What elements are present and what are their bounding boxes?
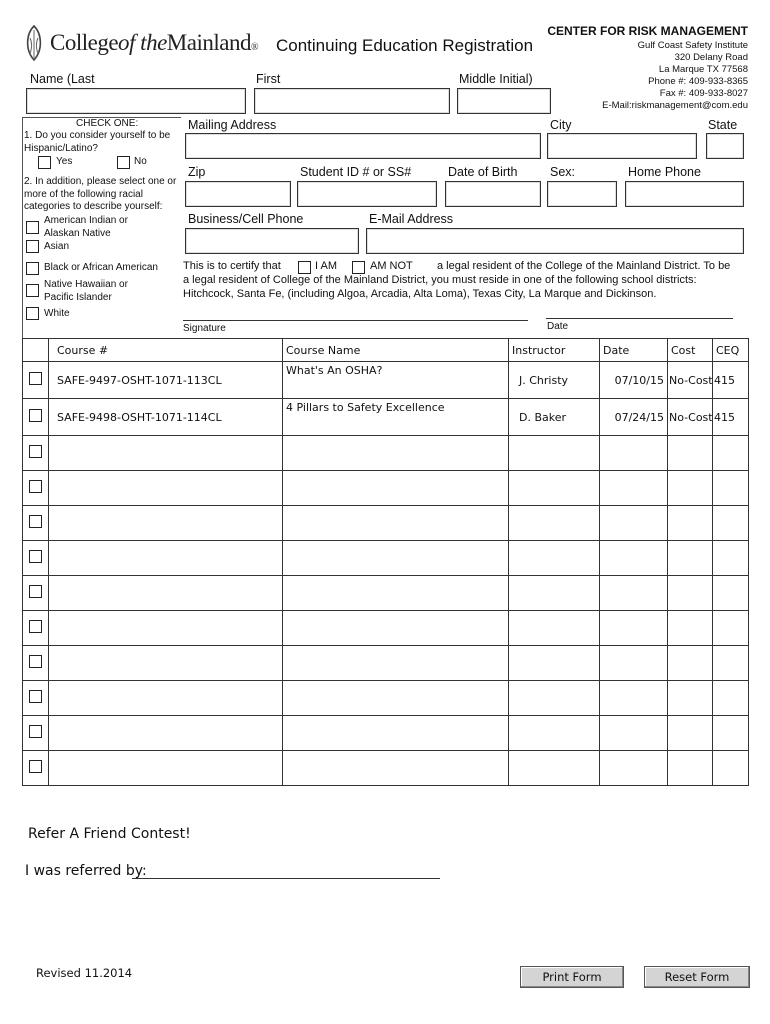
- table-row[interactable]: [23, 362, 749, 399]
- table-row[interactable]: [23, 506, 749, 541]
- ceq-cell[interactable]: [713, 471, 749, 506]
- row-checkbox[interactable]: [29, 409, 42, 422]
- i-am-checkbox[interactable]: [298, 261, 311, 274]
- date-label: Date: [547, 321, 569, 332]
- row-checkbox[interactable]: [29, 760, 42, 773]
- hispanic-no-checkbox[interactable]: [117, 156, 130, 169]
- refer-friend-heading: Refer A Friend Contest!: [28, 826, 191, 842]
- date-cell: 07/10/15: [600, 362, 668, 399]
- check-one-heading: CHECK ONE:: [76, 118, 139, 129]
- instructor-cell[interactable]: [509, 681, 600, 716]
- courses-table: [22, 338, 749, 786]
- row-select[interactable]: [23, 576, 49, 611]
- cost-cell[interactable]: [668, 506, 713, 541]
- cost-cell[interactable]: [668, 681, 713, 716]
- email-label: E-Mail Address: [369, 212, 454, 226]
- city-label: City: [550, 118, 572, 132]
- cost-cell[interactable]: [668, 751, 713, 786]
- referred-by-label: I was referred by:: [25, 863, 147, 879]
- signature-line[interactable]: [183, 320, 528, 321]
- date-cell[interactable]: [600, 436, 668, 471]
- course-name-cell[interactable]: [283, 611, 509, 646]
- instructor-cell[interactable]: [509, 611, 600, 646]
- instructor-cell[interactable]: [509, 471, 600, 506]
- ceq-cell[interactable]: [713, 611, 749, 646]
- row-checkbox[interactable]: [29, 372, 42, 385]
- middle-initial-field[interactable]: [457, 88, 551, 114]
- race-label: Native Hawaiian or Pacific Islander: [44, 279, 128, 303]
- ceq-cell[interactable]: [713, 681, 749, 716]
- date-of-birth-field[interactable]: [445, 181, 541, 207]
- course-number-cell[interactable]: [49, 541, 283, 576]
- table-row[interactable]: [23, 681, 749, 716]
- date-cell[interactable]: [600, 751, 668, 786]
- row-checkbox[interactable]: [29, 445, 42, 458]
- row-select[interactable]: [23, 751, 49, 786]
- revised-date: Revised 11.2014: [36, 966, 133, 980]
- instructor-cell[interactable]: [509, 541, 600, 576]
- course-name-cell[interactable]: [283, 541, 509, 576]
- certify-line2: a legal resident of College of the Mainland District, you must reside in one of the following school districts:: [183, 274, 697, 286]
- course-number-cell[interactable]: [49, 436, 283, 471]
- logo-wordmark: Collegeof theMainland®: [50, 30, 259, 55]
- course-number-cell[interactable]: [49, 751, 283, 786]
- black-african-american-checkbox[interactable]: [26, 262, 39, 275]
- row-checkbox[interactable]: [29, 690, 42, 703]
- row-checkbox[interactable]: [29, 515, 42, 528]
- row-checkbox[interactable]: [29, 585, 42, 598]
- instructor-cell[interactable]: [509, 506, 600, 541]
- state-field[interactable]: [706, 133, 744, 159]
- business-phone-label: Business/Cell Phone: [188, 212, 304, 226]
- asian-checkbox[interactable]: [26, 240, 39, 253]
- race-label: American Indian or Alaskan Native: [44, 215, 128, 239]
- row-select[interactable]: [23, 506, 49, 541]
- hispanic-question: 1. Do you consider yourself to be Hispanic/Latino?: [24, 130, 171, 154]
- center-name: CENTER FOR RISK MANAGEMENT: [547, 24, 748, 38]
- instructor-cell[interactable]: [509, 751, 600, 786]
- date-cell[interactable]: [600, 576, 668, 611]
- course-number-cell[interactable]: [49, 576, 283, 611]
- instructor-cell[interactable]: [509, 646, 600, 681]
- row-select[interactable]: [23, 362, 49, 399]
- table-row[interactable]: [23, 436, 749, 471]
- student-id-field[interactable]: [297, 181, 437, 207]
- home-phone-label: Home Phone: [628, 165, 701, 179]
- hispanic-yes-checkbox[interactable]: [38, 156, 51, 169]
- ceq-header: CEQ: [713, 339, 749, 362]
- ceq-cell[interactable]: [713, 506, 749, 541]
- ceq-cell[interactable]: [713, 541, 749, 576]
- course-name-cell[interactable]: [283, 646, 509, 681]
- row-checkbox[interactable]: [29, 725, 42, 738]
- am-not-checkbox[interactable]: [352, 261, 365, 274]
- cost-cell[interactable]: [668, 471, 713, 506]
- native-hawaiian-checkbox[interactable]: [26, 284, 39, 297]
- contact-line: E-Mail:riskmanagement@com.edu: [602, 100, 748, 111]
- table-row[interactable]: [23, 399, 749, 436]
- home-phone-field[interactable]: [625, 181, 744, 207]
- ceq-cell: 415: [713, 362, 749, 399]
- course-number-header: Course #: [49, 339, 283, 362]
- course-name-cell[interactable]: [283, 471, 509, 506]
- last-name-field[interactable]: [26, 88, 246, 114]
- race-label: Asian: [44, 241, 70, 252]
- course-number-cell[interactable]: [49, 471, 283, 506]
- contact-line: La Marque TX 77568: [658, 64, 748, 75]
- course-name-cell[interactable]: [283, 576, 509, 611]
- cost-cell[interactable]: [668, 541, 713, 576]
- cost-cell[interactable]: [668, 646, 713, 681]
- course-number-cell[interactable]: [49, 646, 283, 681]
- row-select[interactable]: [23, 611, 49, 646]
- row-select[interactable]: [23, 471, 49, 506]
- date-cell[interactable]: [600, 541, 668, 576]
- course-number-cell[interactable]: [49, 716, 283, 751]
- instructor-cell[interactable]: [509, 716, 600, 751]
- row-select[interactable]: [23, 399, 49, 436]
- date-header: Date: [600, 339, 668, 362]
- date-cell: 07/24/15: [600, 399, 668, 436]
- cost-cell: No-Cost: [668, 362, 713, 399]
- mailing-address-label: Mailing Address: [188, 118, 277, 132]
- table-row[interactable]: [23, 471, 749, 506]
- cost-cell[interactable]: [668, 716, 713, 751]
- first-name-label: First: [256, 72, 281, 86]
- date-cell[interactable]: [600, 646, 668, 681]
- race-question: 2. In addition, please select one or more of the following racial categories to describe yourself:: [24, 176, 177, 212]
- business-phone-field[interactable]: [185, 228, 359, 254]
- ceq-cell[interactable]: [713, 576, 749, 611]
- cost-cell: No-Cost: [668, 399, 713, 436]
- white-checkbox[interactable]: [26, 307, 39, 320]
- course-name-cell: What's An OSHA?: [283, 362, 509, 399]
- instructor-cell[interactable]: [509, 436, 600, 471]
- course-name-cell[interactable]: [283, 506, 509, 541]
- date-cell[interactable]: [600, 506, 668, 541]
- table-row[interactable]: [23, 541, 749, 576]
- course-number-cell[interactable]: [49, 681, 283, 716]
- table-row[interactable]: [23, 716, 749, 751]
- middle-initial-label: Middle Initial): [459, 72, 533, 86]
- cost-cell[interactable]: [668, 436, 713, 471]
- sex-field[interactable]: [547, 181, 617, 207]
- table-header-row: [23, 339, 749, 362]
- contact-line: Gulf Coast Safety Institute: [637, 40, 748, 51]
- referred-by-line[interactable]: [132, 878, 440, 879]
- zip-field[interactable]: [185, 181, 291, 207]
- ceq-cell[interactable]: [713, 436, 749, 471]
- cost-header: Cost: [668, 339, 713, 362]
- row-select[interactable]: [23, 436, 49, 471]
- row-select[interactable]: [23, 646, 49, 681]
- race-label: White: [44, 308, 70, 319]
- course-name-cell[interactable]: [283, 436, 509, 471]
- course-name-header: Course Name: [283, 339, 509, 362]
- table-row[interactable]: [23, 611, 749, 646]
- row-checkbox[interactable]: [29, 655, 42, 668]
- course-number-cell[interactable]: [49, 506, 283, 541]
- city-field[interactable]: [547, 133, 697, 159]
- ceq-cell[interactable]: [713, 751, 749, 786]
- contact-line: Fax #: 409-933-8027: [659, 88, 748, 99]
- state-label: State: [708, 118, 738, 132]
- cost-cell[interactable]: [668, 611, 713, 646]
- american-indian-checkbox[interactable]: [26, 221, 39, 234]
- course-number-cell: SAFE-9498-OSHT-1071-114CL: [49, 399, 283, 436]
- ceq-cell: 415: [713, 399, 749, 436]
- date-line[interactable]: [546, 318, 733, 319]
- instructor-cell: J. Christy: [509, 362, 600, 399]
- name-last-label: Name (Last: [30, 72, 95, 86]
- row-select[interactable]: [23, 716, 49, 751]
- logo-emblem-icon: [22, 24, 46, 62]
- contact-line: 320 Delany Road: [674, 52, 748, 63]
- ceq-cell[interactable]: [713, 716, 749, 751]
- first-name-field[interactable]: [254, 88, 450, 114]
- signature-label: Signature: [183, 323, 226, 334]
- row-checkbox[interactable]: [29, 550, 42, 563]
- course-name-cell[interactable]: [283, 716, 509, 751]
- table-row[interactable]: [23, 646, 749, 681]
- date-cell[interactable]: [600, 681, 668, 716]
- course-number-cell[interactable]: [49, 611, 283, 646]
- am-not-label: AM NOT: [370, 260, 413, 272]
- race-label: Black or African American: [44, 262, 158, 273]
- row-select[interactable]: [23, 541, 49, 576]
- date-cell[interactable]: [600, 716, 668, 751]
- contact-line: Phone #: 409-933-8365: [648, 76, 748, 87]
- select-header: [23, 339, 49, 362]
- certify-line3: Hitchcock, Santa Fe, (including Algoa, Arcadia, Alta Loma), Texas City, La Marque and Dickinson.: [183, 288, 657, 300]
- print-form-button[interactable]: Print Form: [520, 966, 624, 988]
- mailing-address-field[interactable]: [185, 133, 541, 159]
- row-checkbox[interactable]: [29, 480, 42, 493]
- sex-label: Sex:: [550, 165, 576, 179]
- no-label: No: [134, 156, 147, 167]
- date-cell[interactable]: [600, 471, 668, 506]
- course-number-cell: SAFE-9497-OSHT-1071-113CL: [49, 362, 283, 399]
- form-title: Continuing Education Registration: [276, 36, 534, 55]
- row-checkbox[interactable]: [29, 620, 42, 633]
- reset-form-button[interactable]: Reset Form: [644, 966, 750, 988]
- course-name-cell: 4 Pillars to Safety Excellence: [283, 399, 509, 436]
- email-field[interactable]: [366, 228, 744, 254]
- cost-cell[interactable]: [668, 576, 713, 611]
- row-select[interactable]: [23, 681, 49, 716]
- certify-prefix: This is to certify that: [183, 260, 281, 272]
- certify-line1: a legal resident of the College of the Mainland District. To be: [437, 260, 731, 272]
- ceq-cell[interactable]: [713, 646, 749, 681]
- table-row[interactable]: [23, 576, 749, 611]
- instructor-header: Instructor: [509, 339, 600, 362]
- date-of-birth-label: Date of Birth: [448, 165, 518, 179]
- course-name-cell[interactable]: [283, 681, 509, 716]
- yes-label: Yes: [56, 156, 73, 167]
- instructor-cell[interactable]: [509, 576, 600, 611]
- i-am-label: I AM: [315, 260, 338, 272]
- zip-label: Zip: [188, 165, 206, 179]
- instructor-cell: D. Baker: [509, 399, 600, 436]
- student-id-label: Student ID # or SS#: [300, 165, 412, 179]
- table-row[interactable]: [23, 751, 749, 786]
- date-cell[interactable]: [600, 611, 668, 646]
- course-name-cell[interactable]: [283, 751, 509, 786]
